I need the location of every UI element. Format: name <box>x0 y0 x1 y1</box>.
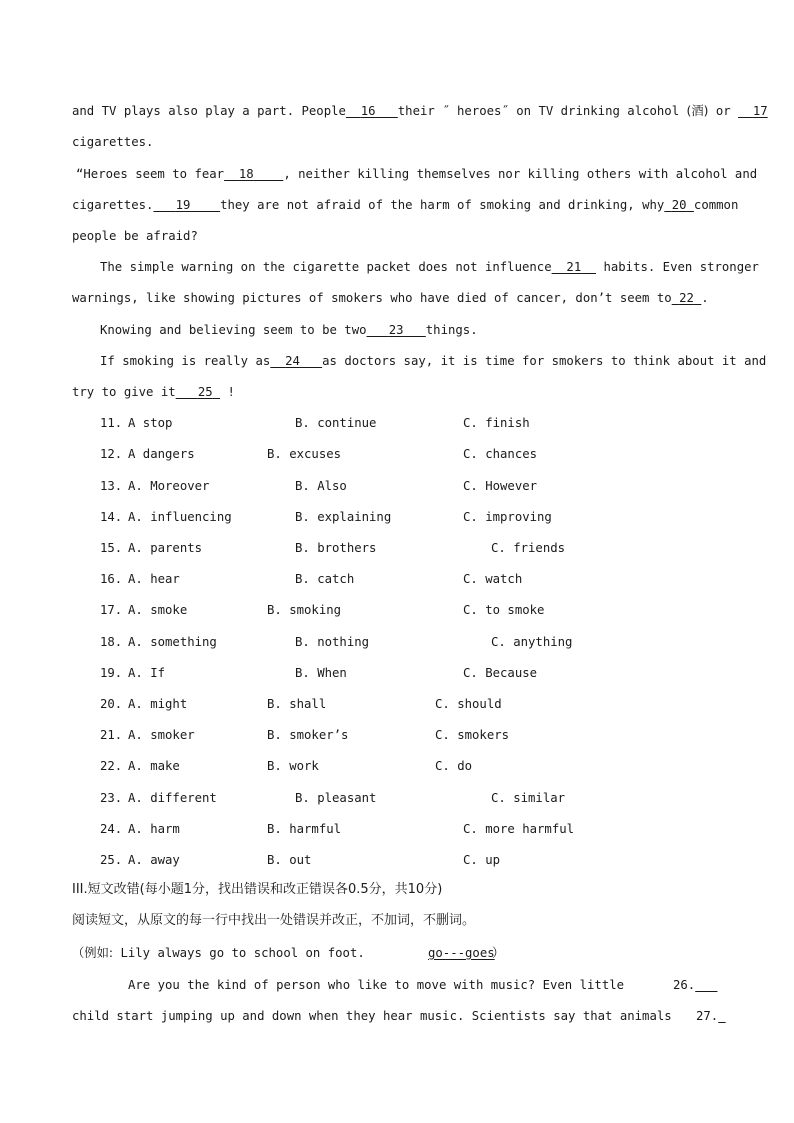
passage-text: . <box>701 291 709 305</box>
option-a: A. away <box>128 853 180 867</box>
option-c: C. watch <box>463 572 523 586</box>
option-a: A. smoke <box>128 603 188 617</box>
question-number: 18. <box>100 635 123 649</box>
passage-line <box>72 290 722 306</box>
option-b: B. smoking <box>267 603 342 617</box>
passage-text: Knowing and believing seem to be two <box>100 323 367 337</box>
passage-text: and TV plays also play a part. People <box>72 104 346 118</box>
question-number: 21. <box>100 728 123 742</box>
option-a: A. different <box>128 791 217 805</box>
passage-text: things. <box>425 323 478 337</box>
option-c: C. similar <box>491 791 566 805</box>
passage-line <box>72 103 768 119</box>
option-a: A. might <box>128 697 188 711</box>
option-a: A. Moreover <box>128 479 210 493</box>
option-b: B. out <box>267 853 312 867</box>
blank-16: 16 <box>360 104 376 118</box>
option-b: B. pleasant <box>295 791 377 805</box>
question-number: 23. <box>100 791 123 805</box>
passage-line <box>72 197 739 213</box>
passage-text: (酒) <box>686 104 709 118</box>
option-b: B. excuses <box>267 447 342 461</box>
passage-text: they are not afraid of the harm of smoking and drinking, why <box>220 198 665 212</box>
passage-text: , neither killing themselves nor killing others with alcohol and <box>283 167 758 181</box>
question-number: 24. <box>100 822 123 836</box>
option-a: A. hear <box>128 572 180 586</box>
example-text: Lily always go to school on foot. <box>113 946 365 960</box>
question-number: 22. <box>100 759 123 773</box>
passage-line <box>100 353 767 369</box>
question-number: 15. <box>100 541 123 555</box>
option-a: A. influencing <box>128 510 232 524</box>
blank-18: 18 <box>238 167 254 181</box>
passage-text: as doctors say, it is time for smokers to think about it and <box>322 354 767 368</box>
blank-22: 22 <box>679 291 694 305</box>
blank-21: 21 <box>566 260 582 274</box>
option-a: A. harm <box>128 822 180 836</box>
passage-line <box>76 166 758 182</box>
blank-19: 19 <box>175 198 191 212</box>
option-a: A stop <box>128 416 173 430</box>
blank-25: 25 <box>197 385 213 399</box>
question-number: 11. <box>100 416 123 430</box>
passage-line: people be afraid? <box>72 229 198 243</box>
option-b: B. explaining <box>295 510 392 524</box>
option-c: C. finish <box>463 416 530 430</box>
passage-text: or <box>708 104 739 118</box>
passage-line <box>100 322 722 338</box>
passage-text: cigarettes. <box>72 198 154 212</box>
option-c: C. Because <box>463 666 538 680</box>
passage-text: warnings, like showing pictures of smokers who have died of cancer, don’t seem to <box>72 291 672 305</box>
option-a: A. smoker <box>128 728 195 742</box>
option-b: B. Also <box>295 479 347 493</box>
option-b: B. smoker’s <box>267 728 349 742</box>
option-c: C. more harmful <box>463 822 575 836</box>
option-a: A. parents <box>128 541 203 555</box>
example-prefix: （例如: <box>72 946 114 960</box>
question-number: 13. <box>100 479 123 493</box>
blank-23: 23 <box>388 323 404 337</box>
correction-line-26: Are you the kind of person who like to move with music? Even little <box>128 978 625 992</box>
option-c: C. However <box>463 479 538 493</box>
blank-24: 24 <box>285 354 300 368</box>
question-number: 16. <box>100 572 123 586</box>
option-c: C. should <box>435 697 502 711</box>
option-a: A dangers <box>128 447 195 461</box>
passage-text: The simple warning on the cigarette packet does not influence <box>100 260 552 274</box>
answer-slot-26: 26. <box>673 978 696 992</box>
example-answer: go---goes <box>428 946 495 960</box>
question-number: 19. <box>100 666 123 680</box>
section-heading: III.短文改错(每小题1分，找出错误和改正错误各0.5分，共10分) <box>72 882 443 897</box>
passage-text: common <box>693 198 739 212</box>
option-c: C. smokers <box>435 728 510 742</box>
option-c: C. improving <box>463 510 552 524</box>
question-number: 17. <box>100 603 123 617</box>
blank-20: 20 <box>671 198 687 212</box>
example-suffix: ） <box>492 946 505 960</box>
passage-line: cigarettes. <box>72 135 154 149</box>
passage-text: habits. Even stronger <box>596 260 759 274</box>
passage-text: ! <box>220 385 235 399</box>
option-c: C. chances <box>463 447 538 461</box>
option-c: C. to smoke <box>463 603 545 617</box>
option-b: B. brothers <box>295 541 377 555</box>
option-b: B. work <box>267 759 319 773</box>
passage-text: try to give it <box>72 385 176 399</box>
blank-17: 17 <box>752 104 768 118</box>
example-line <box>72 945 722 961</box>
passage-text: their ˝ heroes˝ on TV drinking alcohol <box>397 104 680 118</box>
option-b: B. harmful <box>267 822 342 836</box>
option-b: B. shall <box>267 697 327 711</box>
question-number: 20. <box>100 697 123 711</box>
passage-line <box>72 384 722 400</box>
option-a: A. If <box>128 666 166 680</box>
option-c: C. do <box>435 759 473 773</box>
question-number: 12. <box>100 447 123 461</box>
question-number: 25. <box>100 853 123 867</box>
correction-line-27: child start jumping up and down when they hear music. Scientists say that animals <box>72 1009 672 1023</box>
option-a: A. make <box>128 759 180 773</box>
passage-line <box>100 259 759 275</box>
option-c: C. up <box>463 853 501 867</box>
option-c: C. friends <box>491 541 566 555</box>
option-a: A. something <box>128 635 217 649</box>
question-number: 14. <box>100 510 123 524</box>
answer-slot-27: 27. <box>696 1009 719 1023</box>
option-b: B. nothing <box>295 635 370 649</box>
option-b: B. catch <box>295 572 355 586</box>
option-b: B. When <box>295 666 347 680</box>
section-instruction: 阅读短文，从原文的每一行中找出一处错误并改正，不加词，不删词。 <box>72 913 476 928</box>
passage-text: If smoking is really as <box>100 354 271 368</box>
option-b: B. continue <box>295 416 377 430</box>
passage-text: “Heroes seem to fear <box>76 167 225 181</box>
option-c: C. anything <box>491 635 573 649</box>
